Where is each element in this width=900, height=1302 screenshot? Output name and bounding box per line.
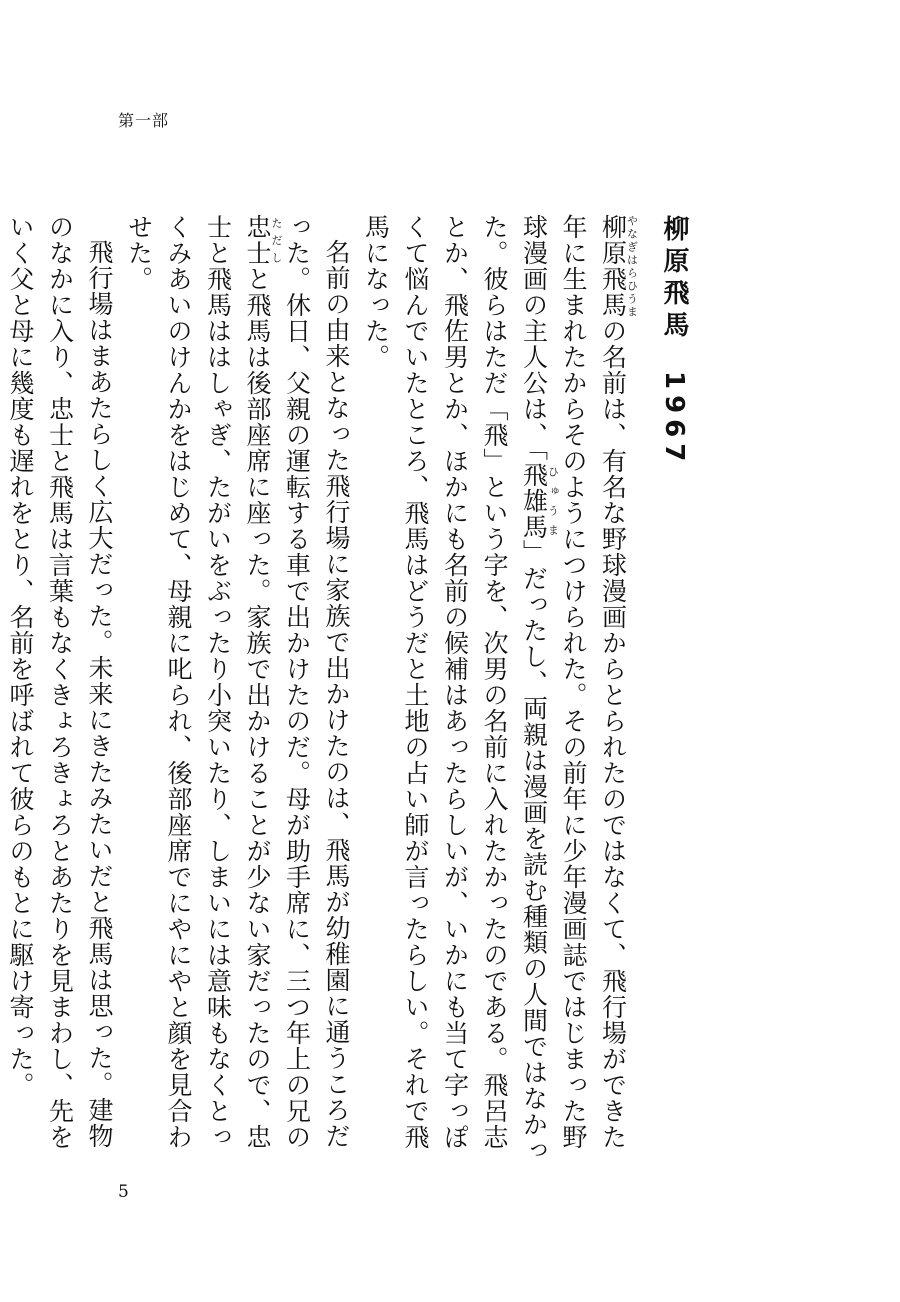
paragraph-2 (119, 214, 356, 1174)
chapter-title-name: 柳原飛馬 (659, 215, 689, 343)
paragraph-text: の名前は、有名な野球漫画からとられたのではなくて、飛行場ができた年に生まれたからそのようにつけられた。その前年に少年漫画誌ではじまった野球漫画の主人公は、「 (519, 214, 628, 1150)
ruby-reading: ひゅうま (546, 461, 560, 540)
paragraph-text: 」だったし、両親は漫画を読む種類の人間ではなかった。彼らはただ「飛」という字を、次男の名前に入れたかったのである。飛呂志とか、飛佐男とか、ほかにも名前の候補はあったらしいが、いかにも当て字っぽくて悩んでいたところ、飛馬はどうだと土地の占い師が言ったらしい。それで飛馬になった。 (361, 214, 549, 1164)
ruby-base: 忠士 (243, 214, 272, 266)
ruby-reading: ただし (270, 214, 283, 266)
ruby-base: 柳原飛馬 (598, 214, 628, 318)
page-number: 5 (118, 1182, 129, 1202)
chapter-title-year: 1967 (659, 371, 689, 468)
paragraph-1 (356, 214, 638, 1174)
paragraph-text: と飛馬は後部座席に座った。家族で出かけることが少ない家だったので、忠士と飛馬ははしゃぎ、たがいをぶったり小突いたり、しまいには意味もなくとっくみあいのけんかをはじめて、母親に叱られ、後部座席でにやにやと顔を見合わせた。 (124, 214, 272, 1150)
ruby-hiuma (519, 461, 560, 540)
ruby-tadashi (243, 214, 283, 266)
chapter-title (654, 215, 694, 467)
paragraph-text: 名前の由来となった飛行場に家族で出かけたのは、飛馬が幼稚園に通うころだった。休日、父親の運転する車で出かけたのだ。母が助手席に、三つ年上の兄の (282, 214, 351, 1150)
paragraph-4 (0, 214, 1, 1174)
ruby-yanagihara-hiuma (598, 214, 639, 318)
body-text (0, 214, 638, 1174)
ruby-reading: やなぎはらひうま (625, 214, 639, 318)
running-head-part: 第一部 (118, 111, 170, 130)
ruby-base: 飛雄馬 (519, 461, 549, 540)
paragraph-3: 飛行場はまあたらしく広大だった。未来にきたみたいだと飛馬は思った。建物のなかに入り、忠士と飛馬は言葉もなくきょろきょろとあたりを見まわし、先をいく父と母に幾度も遅れをとり、名前を呼ばれて彼らのもとに駆け寄った。 (6, 214, 114, 1150)
